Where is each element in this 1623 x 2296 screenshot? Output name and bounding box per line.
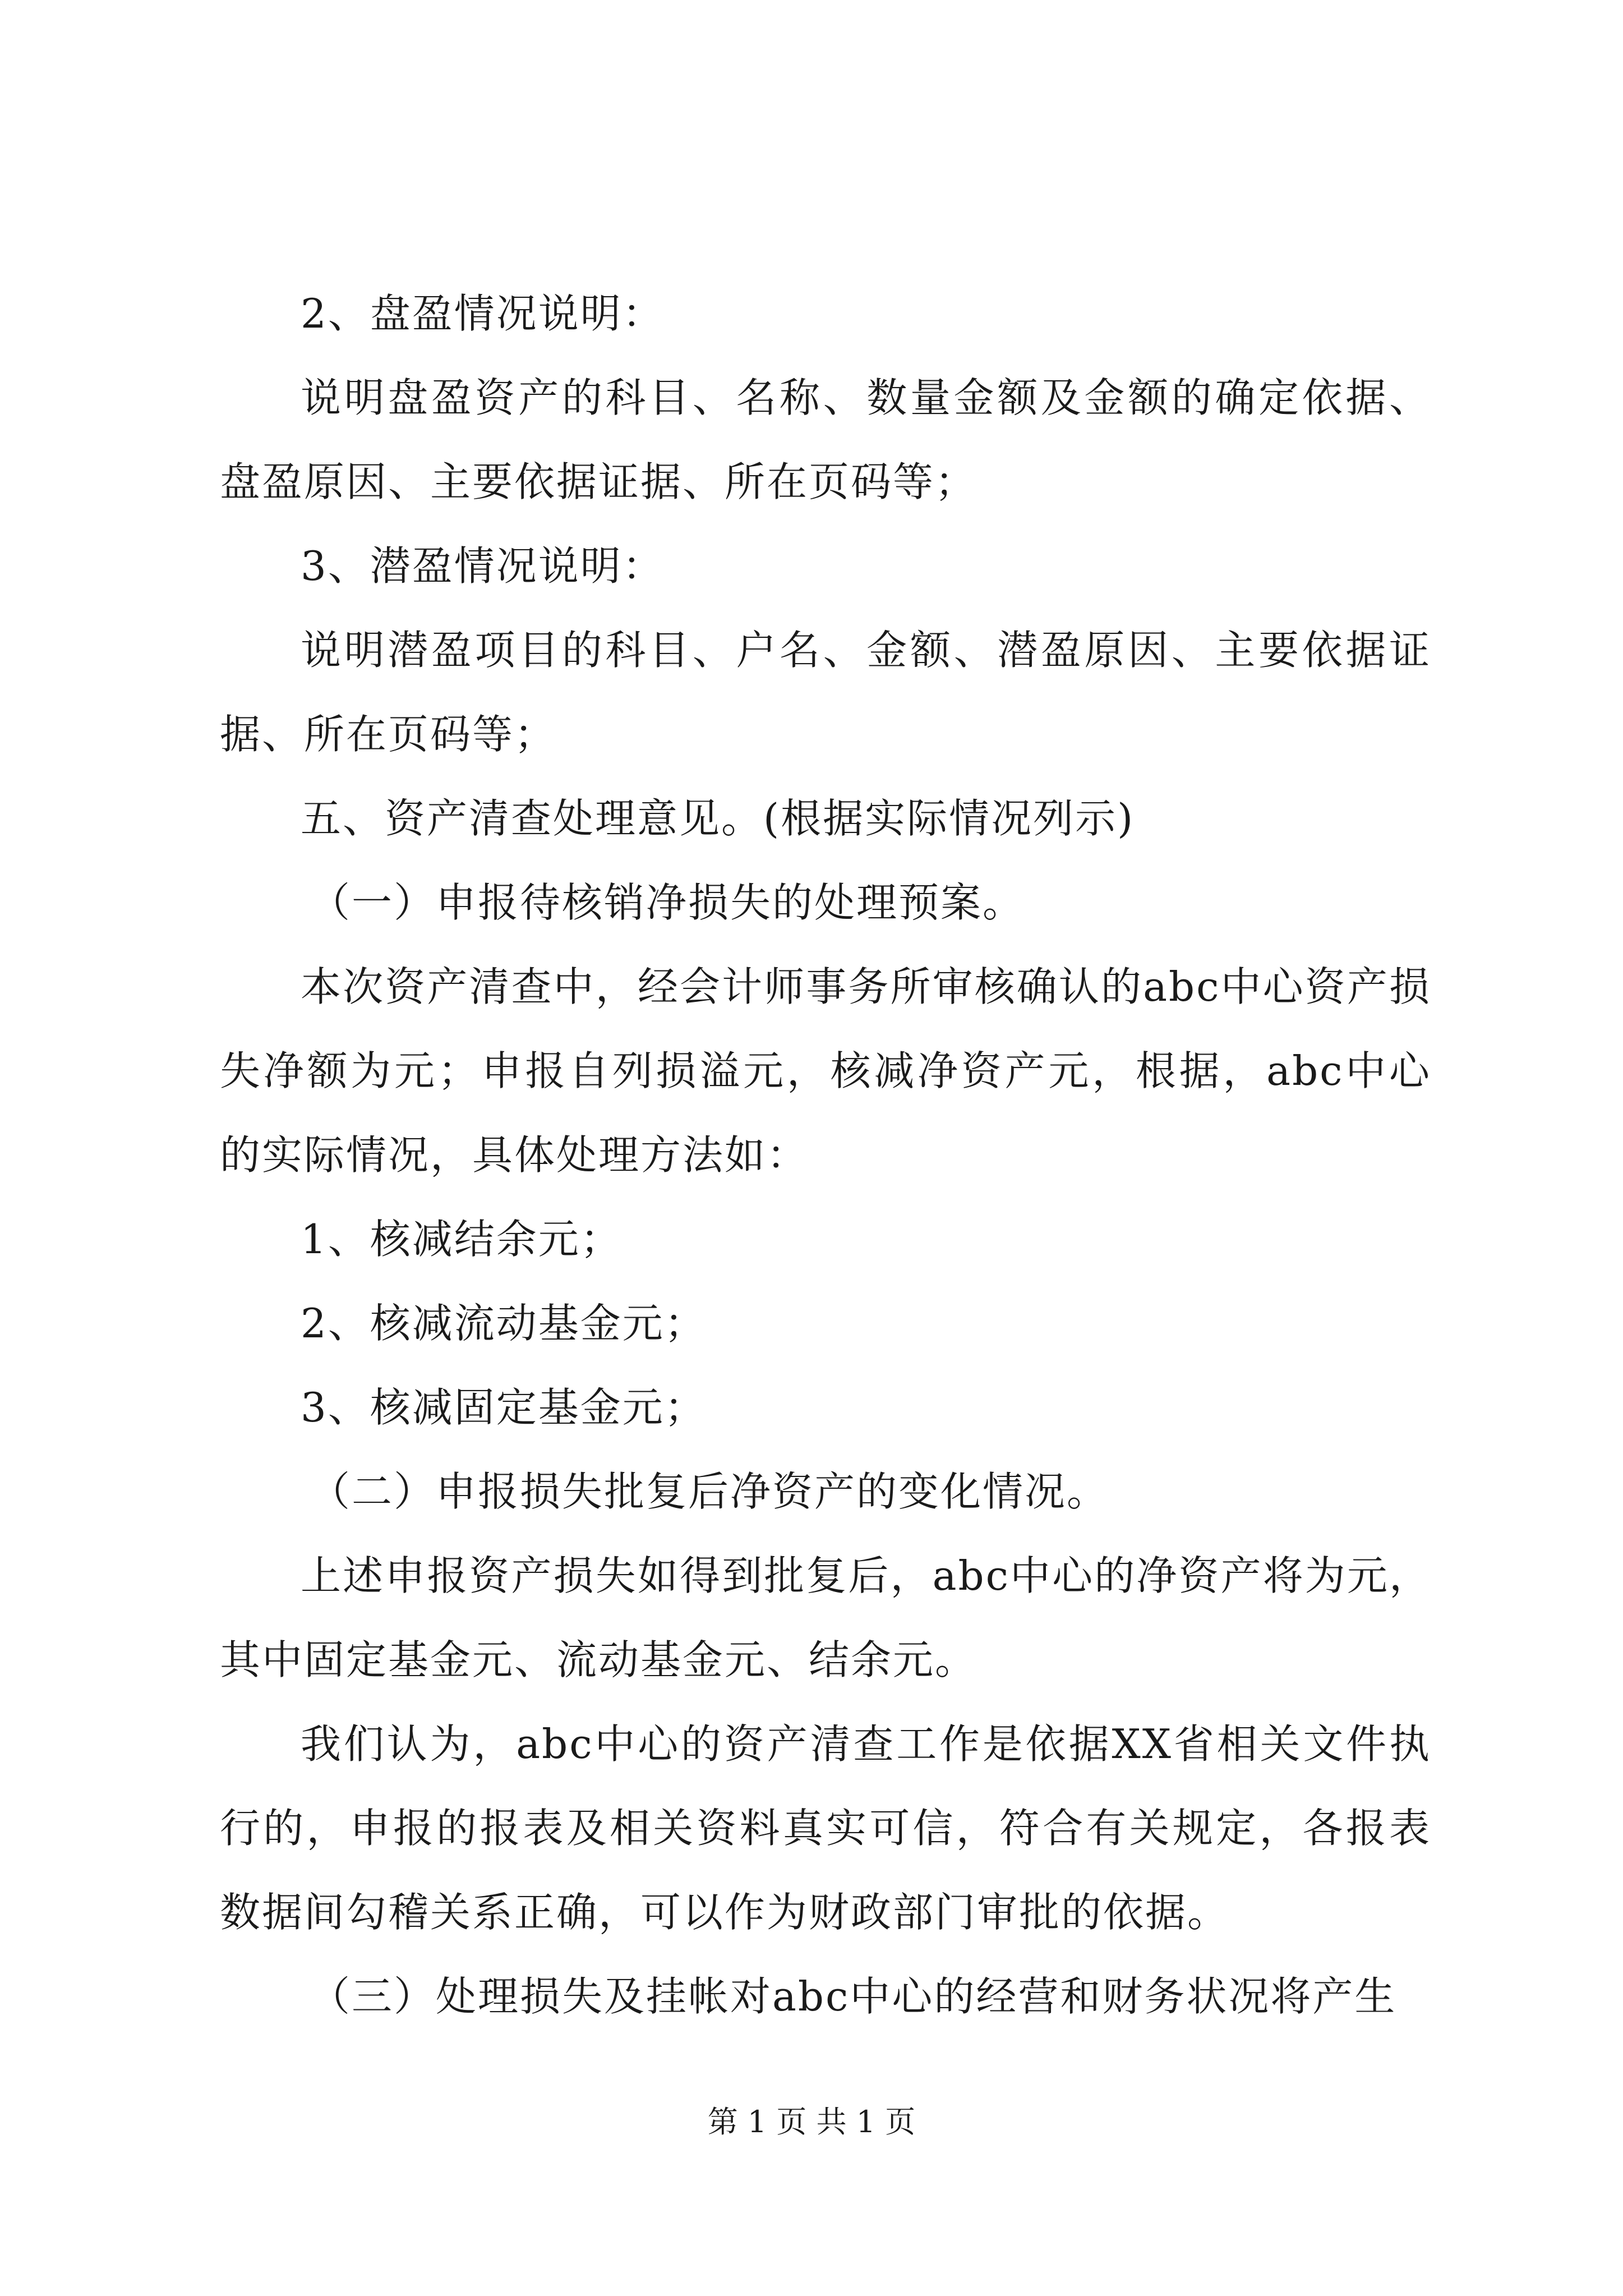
subsection-heading-write-off-plan: （一）申报待核销净损失的处理预案。 — [310, 879, 1025, 926]
paragraph-audit-conclusion: 我们认为，abc中心的资产清查工作是依据XX省相关文件执行的，申报的报表及相关资料真实可信，符合有关规定，各报表数据间勾稽关系正确，可以作为财政部门审批的依据。 — [220, 1720, 1431, 1936]
subsection-heading-impact: （三）处理损失及挂帐对abc中心的经营和财务状况将产生 — [310, 1973, 1397, 2020]
list-item-reduce-surplus: 1、核减结余元； — [301, 1216, 623, 1263]
document-body — [220, 272, 1431, 2039]
paragraph-inventory-surplus-heading: 2、盘盈情况说明： — [301, 290, 665, 337]
page-footer: 第 1 页 共 1 页 — [707, 2104, 916, 2139]
paragraph-latent-surplus-heading: 3、潜盈情况说明： — [301, 542, 665, 590]
list-item-reduce-current-fund: 2、核减流动基金元； — [301, 1300, 707, 1347]
paragraph-latent-surplus-description: 说明潜盈项目的科目、户名、金额、潜盈原因、主要依据证据、所在页码等； — [220, 627, 1431, 758]
paragraph-net-asset-after-approval: 上述申报资产损失如得到批复后，abc中心的净资产将为元，其中固定基金元、流动基金元、结余元。 — [220, 1552, 1431, 1683]
section-heading-disposal-opinion: 五、资产清查处理意见。(根据实际情况列示) — [301, 795, 1135, 842]
list-item-reduce-fixed-fund: 3、核减固定基金元； — [301, 1384, 707, 1431]
paragraph-inventory-surplus-description: 说明盘盈资产的科目、名称、数量金额及金额的确定依据、盘盈原因、主要依据证据、所在页码等； — [220, 374, 1431, 505]
subsection-heading-net-asset-change: （二）申报损失批复后净资产的变化情况。 — [310, 1468, 1109, 1515]
paragraph-asset-loss-summary: 本次资产清查中，经会计师事务所审核确认的abc中心资产损失净额为元；申报自列损溢元，核减净资产元，根据，abc中心的实际情况，具体处理方法如： — [220, 963, 1431, 1179]
